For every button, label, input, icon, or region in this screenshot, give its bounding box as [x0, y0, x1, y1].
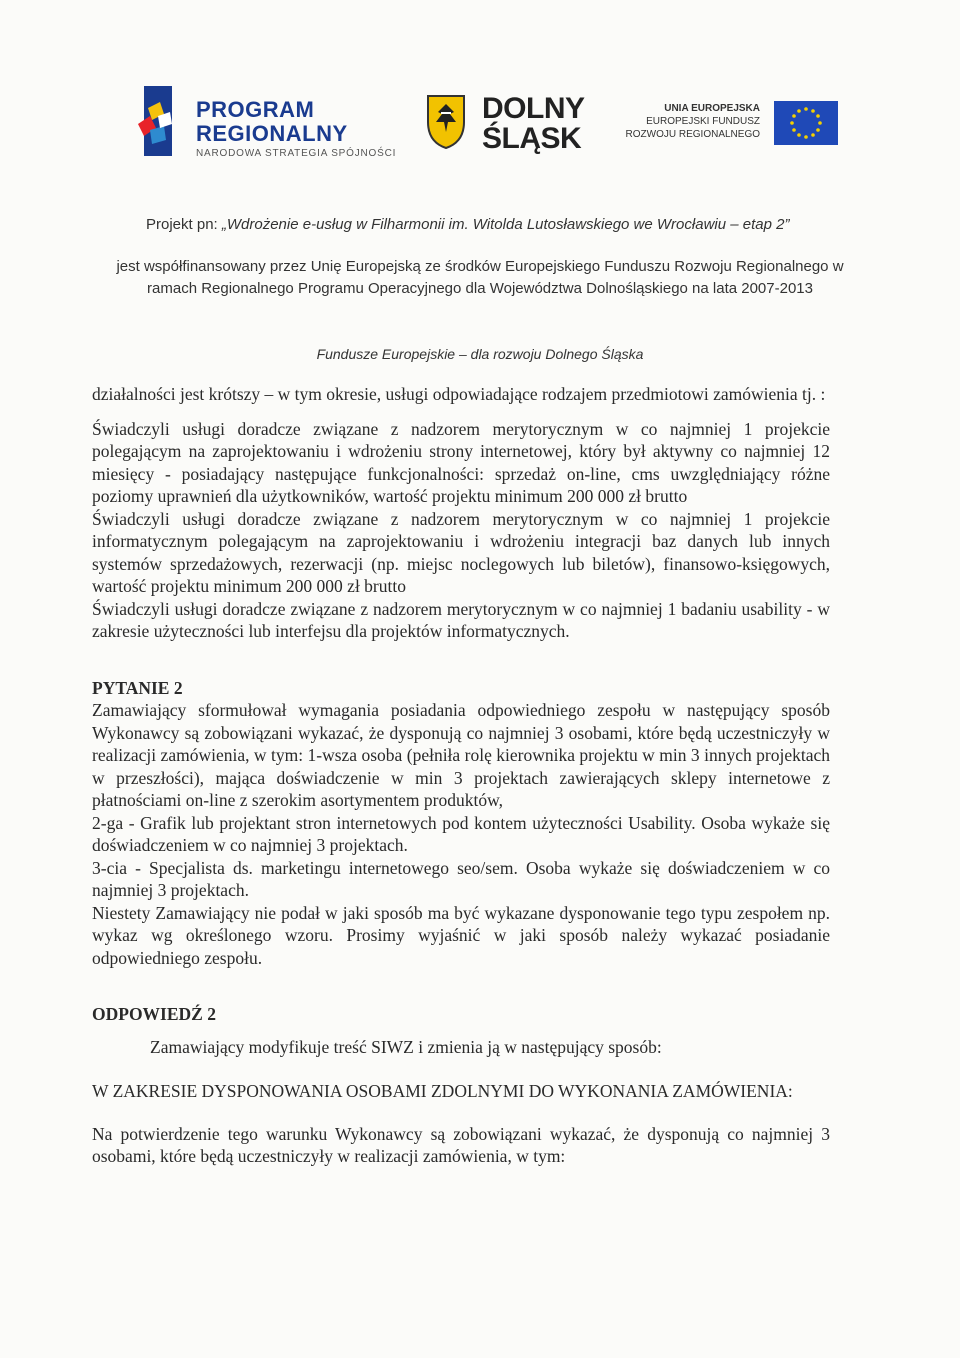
program-regionalny-logo — [136, 86, 176, 156]
project-title-line — [146, 216, 789, 233]
program-line-2: REGIONALNY — [196, 121, 348, 146]
eu-fund-text — [626, 102, 760, 141]
cofinance-line-1: jest współfinansowany przez Unię Europejską ze środków Europejskiego Funduszu Rozwoju Regionalnego w — [116, 258, 844, 275]
requirement-2: Świadczyli usługi doradcze związane z nadzorem merytorycznym w co najmniej 1 projekcie informatycznym polegającym na zaprojektowaniu i wdrożeniu integracji baz danych lub innych systemów sprzedażowych, rezerwacji (np. miejsc noclegowych lub biletów), finansowo-księgowych, wartość projektu minimum 200 000 zł brutto — [92, 508, 830, 596]
eu-line-3: ROZWOJU REGIONALNEGO — [625, 129, 760, 140]
program-regionalny-text — [196, 98, 396, 162]
answer-paragraph-2: W ZAKRESIE DYSPONOWANIA OSOBAMI ZDOLNYMI DO WYKONANIA ZAMÓWIENIA: — [92, 1081, 793, 1101]
requirement-1: Świadczyli usługi doradcze związane z nadzorem merytorycznym w co najmniej 1 projekcie polegającym na zaprojektowaniu i wdrożeniu strony internetowej, który był aktywny co najmniej 12 miesięcy - posiadający następujące funkcjonalności: sprzedaż on-line, cms uwzględniający różne poziomy uprawnień dla użytkowników, wartość projektu minimum 200 000 zł brutto — [92, 418, 830, 506]
logo-bar — [0, 80, 960, 170]
requirement-3: Świadczyli usługi doradcze związane z nadzorem merytorycznym w co najmniej 1 badaniu usability - w zakresie użyteczności lub interfejsu dla projektów informatycznych. — [92, 598, 830, 641]
project-name: „Wdrożenie e-usług w Filharmonii im. Witolda Lutosławskiego we Wrocławiu – etap 2” — [221, 216, 790, 233]
eu-line-2: EUROPEJSKI FUNDUSZ — [646, 116, 760, 127]
program-line-1: PROGRAM — [196, 97, 315, 122]
dolny-slask-text — [482, 94, 585, 154]
question-heading: PYTANIE 2 — [92, 677, 183, 698]
answer-heading: ODPOWIEDŹ 2 — [92, 1004, 216, 1024]
program-line-3: NARODOWA STRATEGIA SPÓJNOŚCI — [196, 148, 397, 159]
question-paragraph-3: 3-cia - Specjalista ds. marketingu internetowego seo/sem. Osoba wykaże się doświadczeniem w co najmniej 3 projektach. — [92, 857, 830, 900]
answer-paragraph-3: Na potwierdzenie tego warunku Wykonawcy są zobowiązani wykazać, że dysponują co najmniej 3 osobami, które będą uczestniczyły w realizacji zamówienia, w tym: — [92, 1123, 830, 1166]
project-prefix: Projekt pn: — [146, 216, 222, 233]
eu-funds-motto: Fundusze Europejskie – dla rozwoju Dolnego Śląska — [316, 346, 644, 362]
cofinance-statement — [96, 256, 864, 300]
question-paragraph-4: Niestety Zamawiający nie podał w jaki sposób ma być wykazane dysponowanie tego typu zespołem np. wykaz wg określonego wzoru. Prosimy wyjaśnić w jaki sposób należy wykazać posiadanie odpowiedniego zespołu. — [92, 902, 830, 968]
question-paragraph-1: Zamawiający sformułował wymagania posiadania odpowiedniego zespołu w następujący sposób Wykonawcy są zobowiązani wykazać, że dysponują co najmniej 3 osobami, które będą uczestniczyły w realizacji zamówienia, w tym: 1-wsza osoba (pełniła rolę kierownika projektu w min 3 innych projektach w przeszłości), mająca doświadczenie w min 3 projektach zawierających sklepy internetowe z płatnościami on-line z szerokim asortymentem produktów, — [92, 700, 830, 810]
dolny-label: DOLNY — [482, 92, 585, 125]
intro-paragraph: działalności jest krótszy – w tym okresie, usługi odpowiadające rodzajem przedmiotowi zamówienia tj. : — [92, 384, 826, 404]
slask-label: ŚLĄSK — [482, 122, 582, 155]
document-body — [92, 383, 830, 1168]
dolny-slask-crest-icon — [424, 92, 468, 150]
answer-paragraph-1: Zamawiający modyfikuje treść SIWZ i zmienia ją w następujący sposób: — [150, 1036, 662, 1057]
eu-flag-icon — [774, 101, 838, 145]
eu-line-1: UNIA EUROPEJSKA — [664, 103, 760, 114]
question-paragraph-2: 2-ga - Grafik lub projektant stron internetowych pod kontem użyteczności Usability. Osoba wykaże się doświadczeniem w co najmniej 3 projektach. — [92, 812, 830, 855]
cofinance-line-2: ramach Regionalnego Programu Operacyjnego dla Województwa Dolnośląskiego na lata 2007-2013 — [147, 280, 813, 297]
